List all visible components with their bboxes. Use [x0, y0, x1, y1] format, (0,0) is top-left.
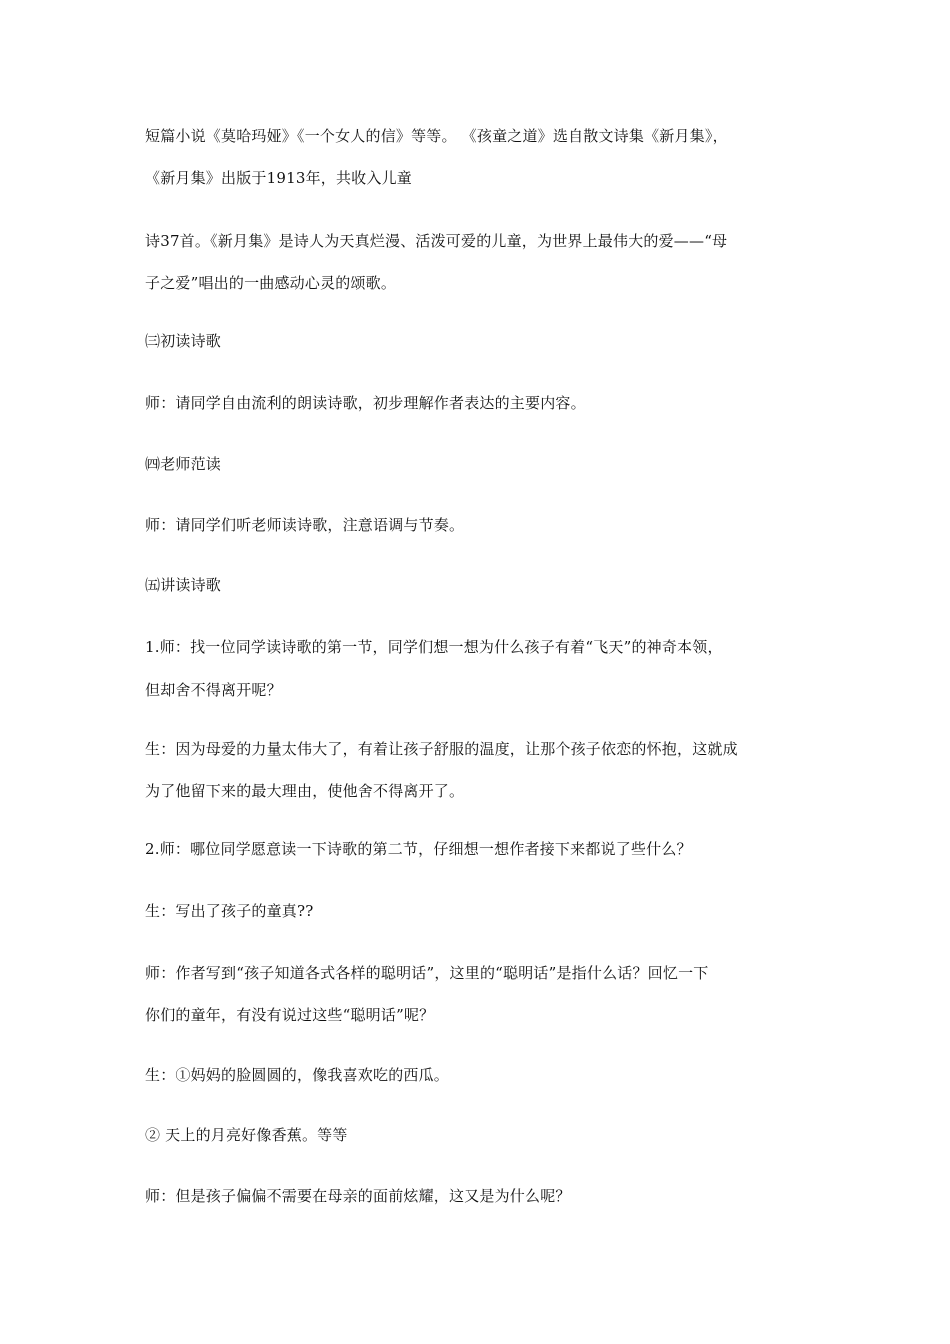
text-line: 诗37首。《新月集》是诗人为天真烂漫、活泼可爱的儿童，为世界上最伟大的爱——“母	[145, 232, 728, 250]
text-line: 师：请同学们听老师读诗歌，注意语调与节奏。	[145, 516, 465, 534]
text-line: 短篇小说《莫哈玛娅》《一个女人的信》等等。 《孩童之道》选自散文诗集《新月集》，	[145, 127, 728, 145]
text-line: 师：作者写到“孩子知道各式各样的聪明话”，这里的“聪明话”是指什么话？回忆一下	[145, 964, 709, 982]
text-line: 生：①妈妈的脸圆圆的，像我喜欢吃的西瓜。	[145, 1066, 450, 1084]
text-line: 《新月集》出版于1913年，共收入儿童	[145, 169, 412, 187]
text-line: 生：写出了孩子的童真??	[145, 902, 314, 920]
text-line: 师：但是孩子偏偏不需要在母亲的面前炫耀，这又是为什么呢？	[145, 1187, 571, 1205]
text-line: ② 天上的月亮好像香蕉。等等	[145, 1126, 348, 1144]
text-line: 师：请同学自由流利的朗读诗歌，初步理解作者表达的主要内容。	[145, 394, 586, 412]
text-line: 子之爱”唱出的一曲感动心灵的颂歌。	[145, 274, 397, 292]
section-heading: ㈣老师范读	[145, 455, 222, 473]
text-line: 1.师：找一位同学读诗歌的第一节，同学们想一想为什么孩子有着“飞天”的神奇本领，	[145, 638, 723, 656]
text-line: 但却舍不得离开呢？	[145, 681, 282, 699]
text-line: 2.师：哪位同学愿意读一下诗歌的第二节，仔细想一想作者接下来都说了些什么？	[145, 840, 692, 858]
section-heading: ㈤讲读诗歌	[145, 576, 222, 594]
text-line: 生：因为母爱的力量太伟大了，有着让孩子舒服的温度，让那个孩子依恋的怀抱，这就成	[145, 740, 738, 758]
text-line: 你们的童年，有没有说过这些“聪明话”呢？	[145, 1006, 435, 1024]
section-heading: ㈢初读诗歌	[145, 332, 222, 350]
text-line: 为了他留下来的最大理由，使他舍不得离开了。	[145, 782, 465, 800]
